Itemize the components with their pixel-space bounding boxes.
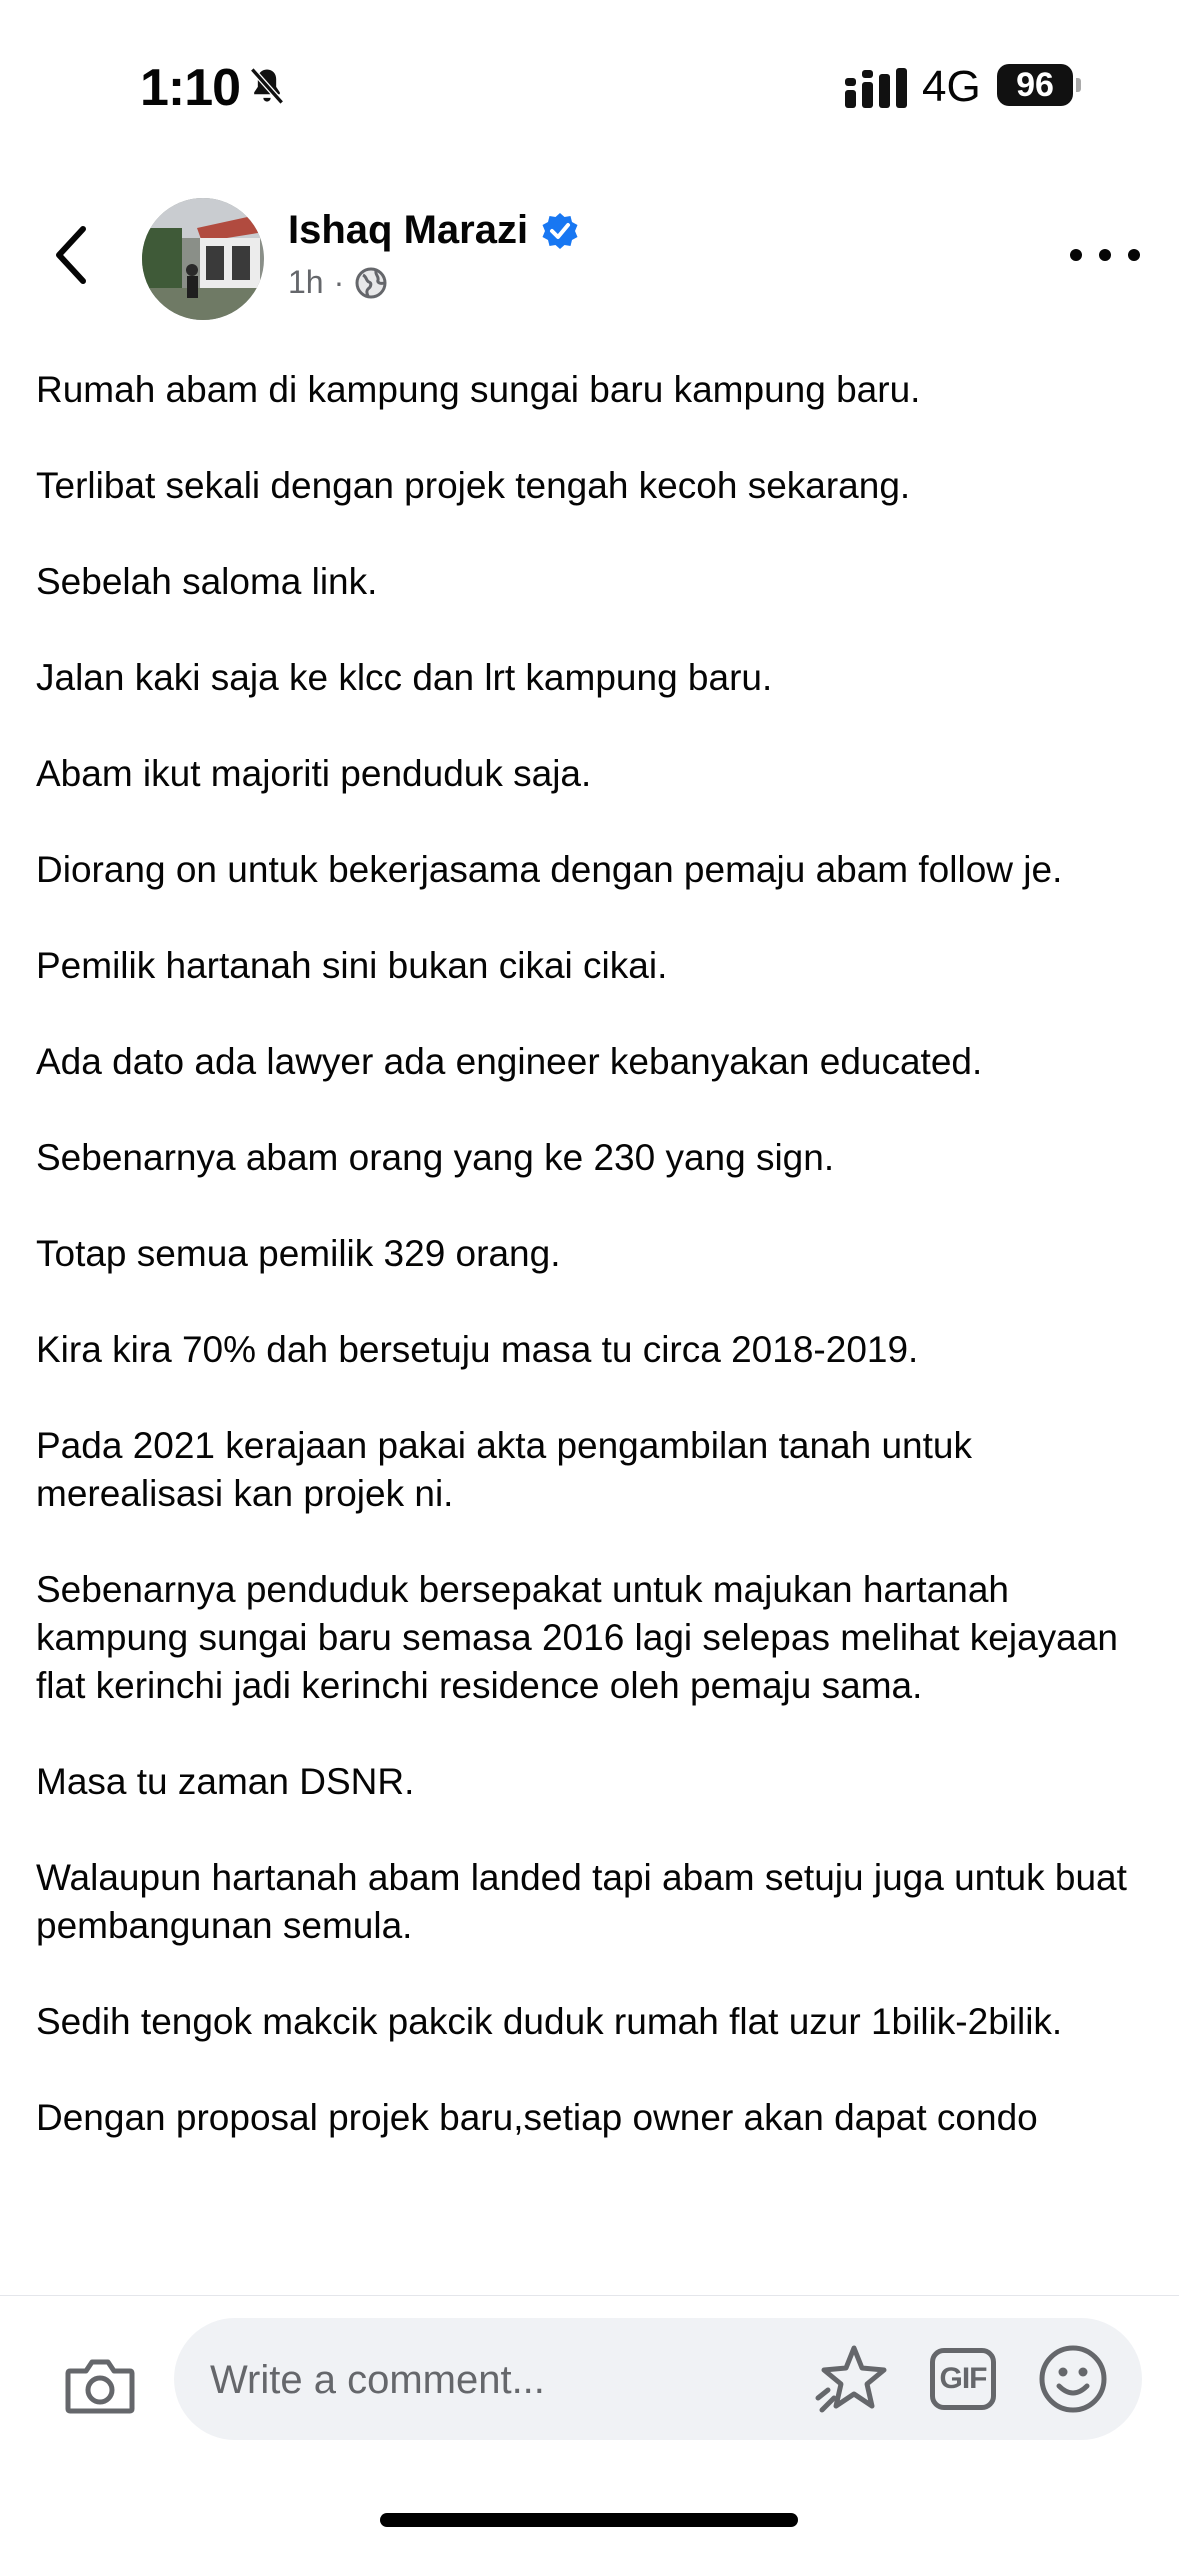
- post-paragraph: Sebenarnya abam orang yang ke 230 yang sign.: [36, 1137, 835, 1178]
- post-paragraph: Totap semua pemilik 329 orang.: [36, 1233, 561, 1274]
- post-paragraph: Dengan proposal projek baru,setiap owner akan dapat condo: [36, 2097, 1038, 2138]
- home-indicator[interactable]: [380, 2513, 798, 2527]
- post-paragraph: Pemilik hartanah sini bukan cikai cikai.: [36, 945, 668, 986]
- more-dot: [1099, 249, 1111, 261]
- avatar-photo: [142, 198, 264, 320]
- signal-strength-icon: [845, 68, 907, 108]
- post-paragraph: Abam ikut majoriti penduduk saja.: [36, 753, 592, 794]
- more-options-button[interactable]: [1070, 230, 1140, 280]
- status-time: 1:10: [140, 59, 241, 117]
- post-paragraph: Sebelah saloma link.: [36, 561, 378, 602]
- post-paragraph: Terlibat sekali dengan projek tengah kecoh sekarang.: [36, 465, 911, 506]
- post-paragraph: Kira kira 70% dah bersetuju masa tu circa 2018-2019.: [36, 1329, 919, 1370]
- back-button[interactable]: [36, 220, 106, 290]
- author-name-text: Ishaq Marazi: [288, 208, 529, 252]
- more-dot: [1070, 249, 1082, 261]
- avatar-sticker-icon[interactable]: [814, 2340, 894, 2420]
- post-paragraph: Jalan kaki saja ke klcc dan lrt kampung baru.: [36, 657, 773, 698]
- battery-level: 96: [997, 64, 1073, 106]
- post-paragraph: Sedih tengok makcik pakcik duduk rumah flat uzur 1bilik-2bilik.: [36, 2001, 1063, 2042]
- post-paragraph: Rumah abam di kampung sungai baru kampung baru.: [36, 369, 921, 410]
- post-paragraph: Walaupun hartanah abam landed tapi abam setuju juga untuk buat pembangunan semula.: [36, 1857, 1127, 1946]
- globe-icon[interactable]: [354, 266, 388, 300]
- post-header: [0, 190, 1179, 330]
- status-bar: [0, 0, 1179, 170]
- post-meta: [288, 264, 388, 301]
- post-paragraph: Masa tu zaman DSNR.: [36, 1761, 415, 1802]
- gif-button[interactable]: GIF: [930, 2348, 996, 2410]
- network-type: 4G: [922, 62, 981, 111]
- comment-input[interactable]: [174, 2318, 1142, 2440]
- more-dot: [1128, 249, 1140, 261]
- author-name[interactable]: [288, 208, 580, 253]
- post-text: [36, 366, 1146, 2190]
- camera-icon: [64, 2355, 136, 2417]
- comment-placeholder: Write a comment...: [210, 2358, 545, 2402]
- meta-separator: ·: [333, 264, 345, 300]
- chevron-left-icon: [51, 223, 91, 287]
- post-time: 1h: [288, 264, 324, 300]
- emoji-icon[interactable]: [1038, 2344, 1108, 2414]
- post-paragraph: Diorang on untuk bekerjasama dengan pemaju abam follow je.: [36, 849, 1063, 890]
- verified-badge-icon: [540, 211, 580, 251]
- post-paragraph: Ada dato ada lawyer ada engineer kebanyakan educated.: [36, 1041, 983, 1082]
- bell-slash-icon: [245, 64, 289, 108]
- author-avatar[interactable]: [142, 198, 264, 320]
- post-paragraph: Pada 2021 kerajaan pakai akta pengambilan tanah untuk merealisasi kan projek ni.: [36, 1425, 972, 1514]
- battery-nub: [1076, 78, 1081, 92]
- camera-button[interactable]: [58, 2344, 142, 2428]
- post-paragraph: Sebenarnya penduduk bersepakat untuk majukan hartanah kampung sungai baru semasa 2016 lagi selepas melihat kejayaan flat kerinchi jadi kerinchi residence oleh pemaju sama.: [36, 1569, 1118, 1706]
